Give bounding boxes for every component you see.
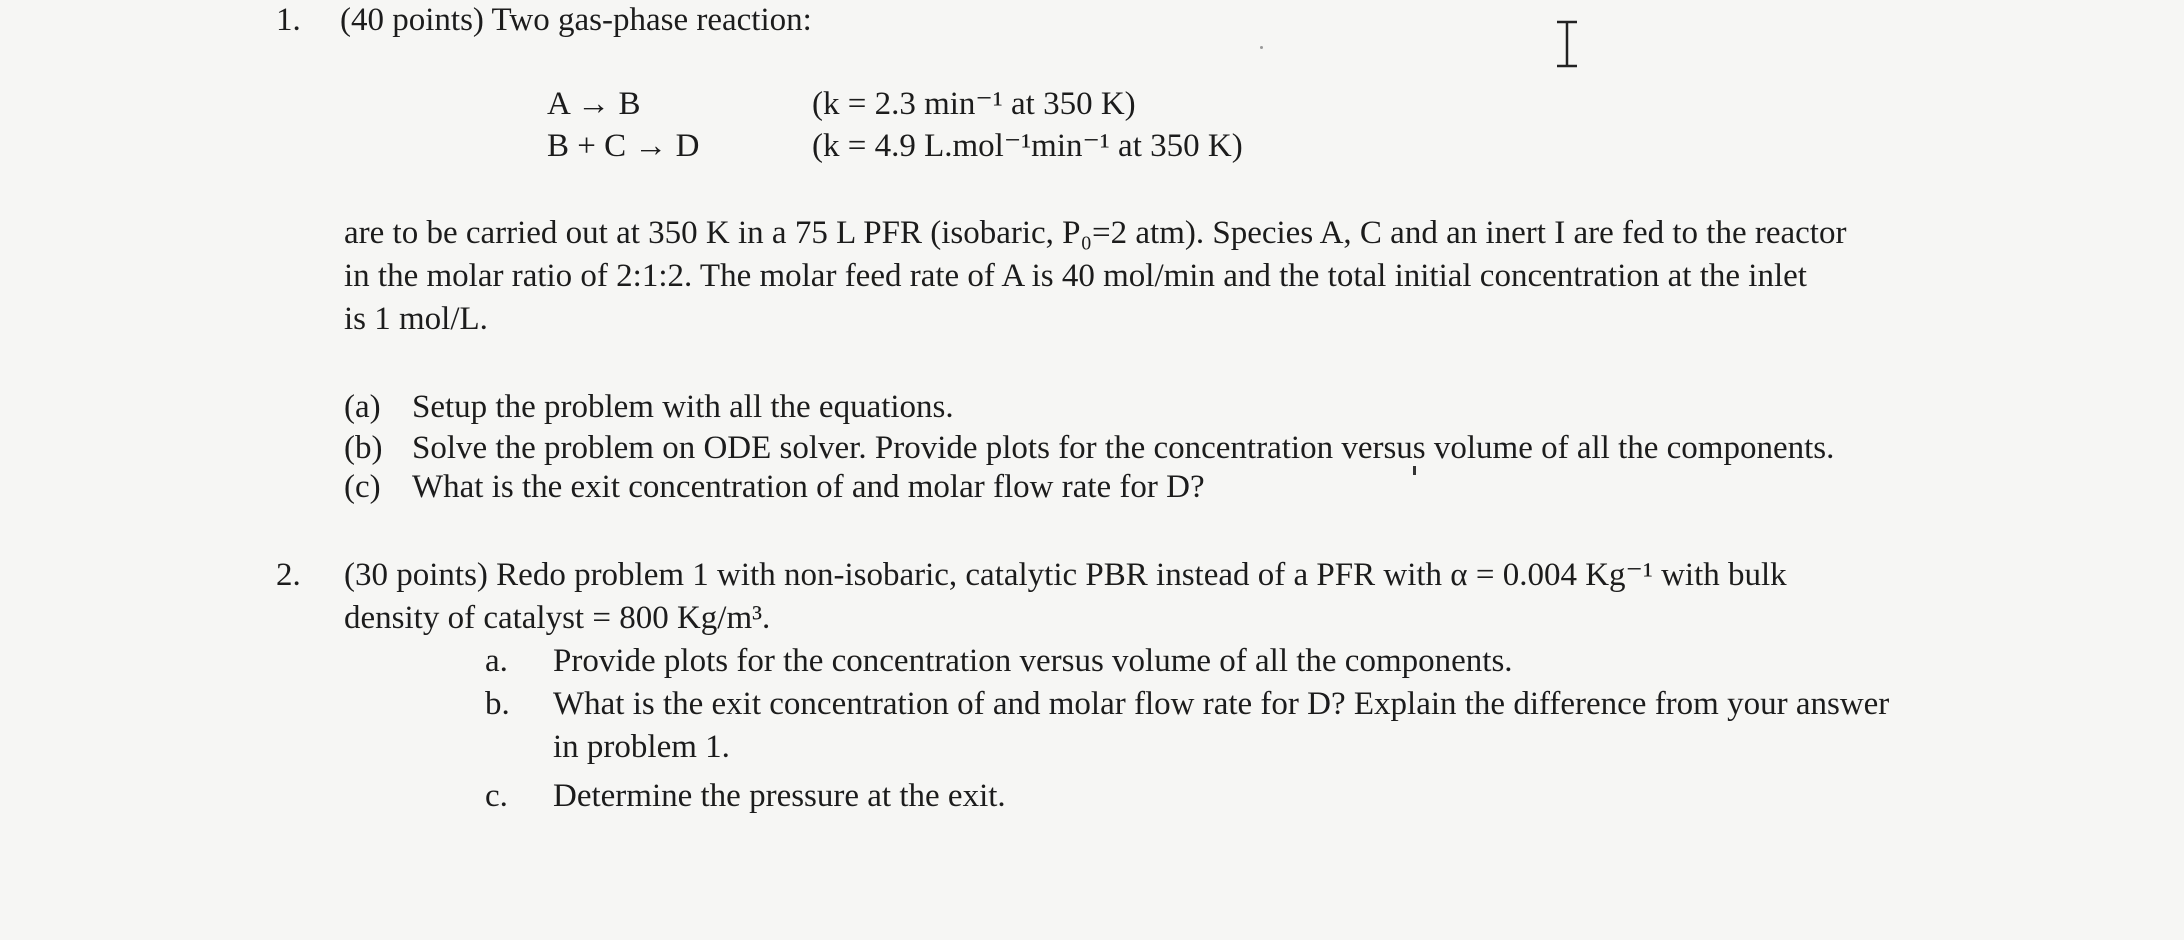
q2-part-label: c. [485, 778, 508, 814]
q1-part-text: Setup the problem with all the equations. [412, 389, 954, 425]
q1-description-line: are to be carried out at 350 K in a 75 L PFR (isobaric, P₀=2 atm). Species A, C and an inert I are fed to the reactor [344, 215, 1847, 251]
q1-part-label: (b) [344, 430, 383, 466]
reaction-rate: (k = 4.9 L.mol⁻¹min⁻¹ at 350 K) [812, 128, 1243, 164]
reaction-equation: B + C → D [547, 128, 700, 164]
q2-line: density of catalyst = 800 Kg/m³. [344, 600, 771, 636]
q2-part-label: b. [485, 686, 510, 722]
speck-mark [1260, 46, 1263, 49]
q2-part-text: in problem 1. [553, 729, 730, 765]
q1-number: 1. [276, 2, 301, 38]
q2-number: 2. [276, 557, 301, 593]
reaction-rate: (k = 2.3 min⁻¹ at 350 K) [812, 86, 1136, 122]
q1-title: (40 points) Two gas-phase reaction: [340, 2, 812, 38]
q2-part-text: What is the exit concentration of and molar flow rate for D? Explain the difference from your answer [553, 686, 1890, 722]
q1-description-line: is 1 mol/L. [344, 301, 488, 337]
reaction-equation: A → B [547, 86, 641, 122]
q1-description-line: in the molar ratio of 2:1:2. The molar feed rate of A is 40 mol/min and the total initial concentration at the inlet [344, 258, 1807, 294]
stray-mark [1413, 466, 1416, 475]
q2-part-text: Provide plots for the concentration versus volume of all the components. [553, 643, 1513, 679]
q2-part-text: Determine the pressure at the exit. [553, 778, 1006, 814]
q1-part-label: (c) [344, 469, 381, 505]
q1-part-text: Solve the problem on ODE solver. Provide plots for the concentration versus volume of all the components. [412, 430, 1835, 466]
q1-part-label: (a) [344, 389, 381, 425]
text-cursor-icon [1552, 18, 1582, 70]
q1-part-text: What is the exit concentration of and molar flow rate for D? [412, 469, 1205, 505]
q2-part-label: a. [485, 643, 508, 679]
q2-line: (30 points) Redo problem 1 with non-isobaric, catalytic PBR instead of a PFR with α = 0.004 Kg⁻¹ with bulk [344, 557, 1787, 593]
